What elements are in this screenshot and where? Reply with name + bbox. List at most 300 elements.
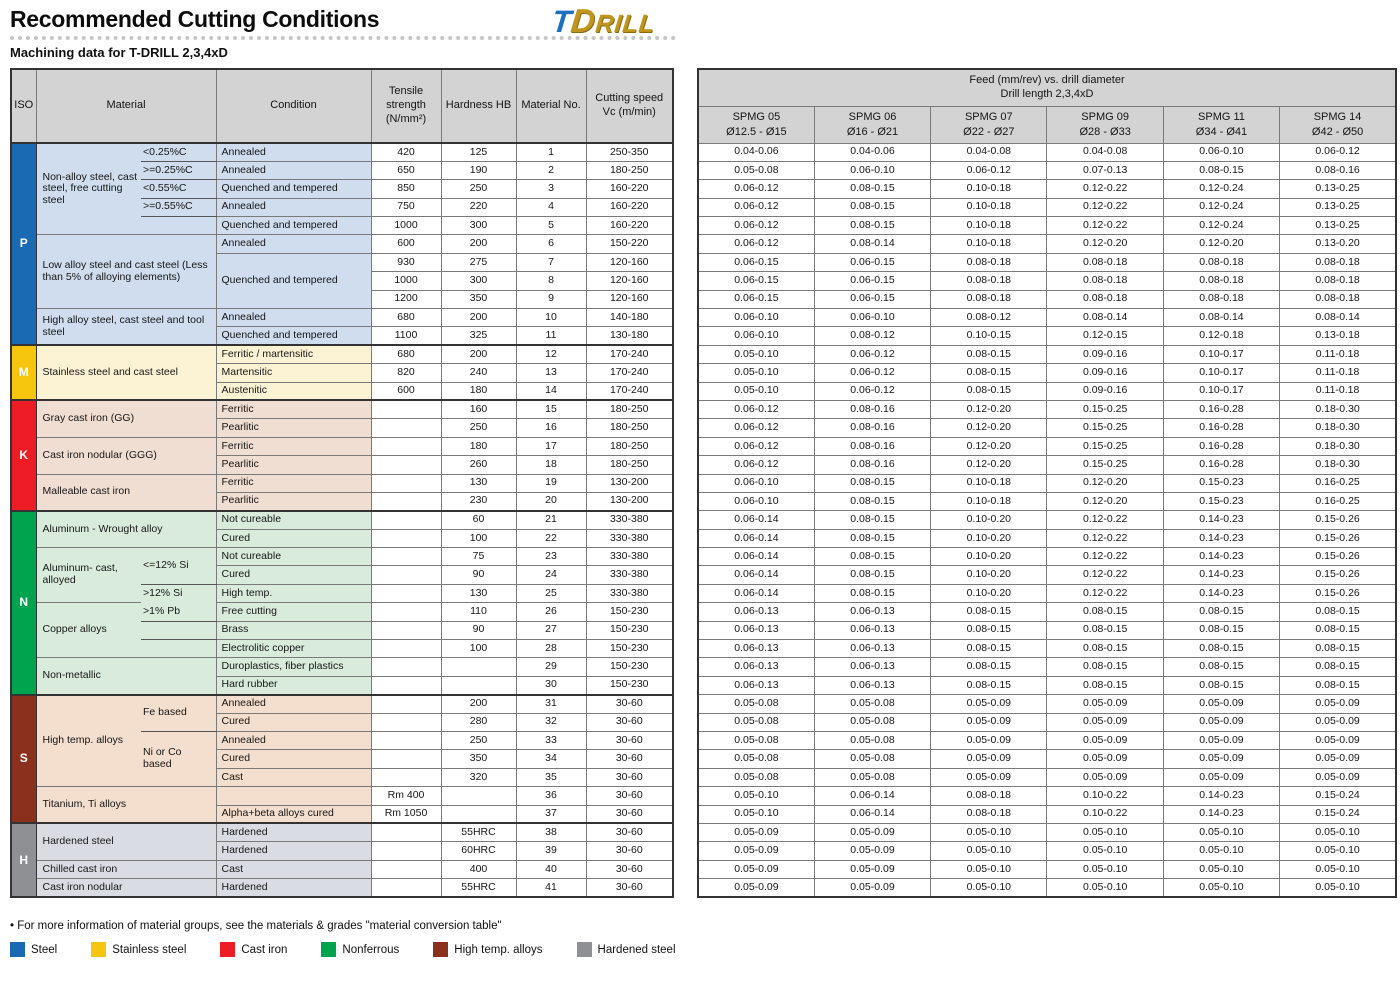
feed-value-cell: 0.05-0.09 [931,750,1047,768]
tensile-cell [371,419,441,437]
feed-value-cell: 0.08-0.15 [1280,676,1396,694]
legend-item-high-temp-alloys [433,942,542,957]
feed-value-cell: 0.05-0.10 [1280,860,1396,878]
feed-value-cell: 0.05-0.10 [1280,842,1396,860]
material-name-cell: Titanium, Ti alloys [36,787,216,824]
tensile-cell: 420 [371,143,441,161]
hardness-cell: 75 [441,548,516,566]
material-name-cell: Malleable cast iron [36,474,216,511]
feed-value-cell: 0.10-0.18 [931,217,1047,235]
cutting-speed-cell: 150-220 [586,235,673,253]
cutting-speed-cell: 330-380 [586,511,673,529]
condition-cell: High temp. [216,584,371,602]
feed-value-cell: 0.08-0.15 [814,217,930,235]
feed-value-cell: 0.12-0.15 [1047,327,1163,345]
condition-cell: Electrolitic copper [216,640,371,658]
feed-row [698,437,1396,455]
condition-cell: Ferritic [216,400,371,418]
feed-value-cell: 0.08-0.18 [1280,290,1396,308]
material-name-cell: Hardened steel [36,823,216,860]
material-row [11,235,673,253]
feed-value-cell: 0.06-0.10 [698,474,814,492]
material-no-cell: 37 [516,805,586,823]
cutting-speed-cell: 180-250 [586,400,673,418]
hardness-cell: 110 [441,603,516,621]
feed-value-cell: 0.08-0.12 [931,309,1047,327]
cutting-speed-cell: 330-380 [586,548,673,566]
feed-value-cell: 0.05-0.09 [1163,713,1279,731]
feed-value-cell: 0.06-0.15 [698,290,814,308]
hardness-cell: 300 [441,272,516,290]
material-no-cell: 2 [516,161,586,179]
material-no-cell: 38 [516,823,586,841]
feed-value-cell: 0.12-0.24 [1163,180,1279,198]
feed-value-cell: 0.05-0.10 [1047,842,1163,860]
feed-value-cell: 0.18-0.30 [1280,456,1396,474]
material-name-cell: Aluminum - Wrought alloy [36,511,216,548]
hardness-cell: 180 [441,382,516,400]
col-header-tensile: Tensile strength (N/mm²) [371,69,441,143]
feed-value-cell: 0.05-0.10 [1047,823,1163,841]
cutting-speed-cell: 30-60 [586,787,673,805]
insert-name: SPMG 06 [848,111,897,124]
condition-cell [216,787,371,805]
feed-value-cell: 0.06-0.13 [698,621,814,639]
material-no-cell: 4 [516,198,586,216]
feed-value-cell: 0.05-0.08 [698,750,814,768]
tensile-cell: 1000 [371,217,441,235]
material-qualifier-cell: >=0.55%C [141,198,216,216]
tensile-cell [371,732,441,750]
condition-cell: Austenitic [216,382,371,400]
tensile-cell: Rm 1050 [371,805,441,823]
hardness-cell: 250 [441,732,516,750]
feed-value-cell: 0.06-0.12 [1280,143,1396,161]
feed-value-cell: 0.05-0.08 [698,713,814,731]
material-no-cell: 21 [516,511,586,529]
feed-value-cell: 0.06-0.15 [698,253,814,271]
feed-row [698,217,1396,235]
feed-row [698,345,1396,363]
feed-value-cell: 0.05-0.10 [1163,860,1279,878]
feed-value-cell: 0.08-0.16 [814,400,930,418]
material-no-cell: 6 [516,235,586,253]
condition-cell: Pearlitic [216,419,371,437]
feed-value-cell: 0.05-0.08 [698,768,814,786]
tensile-cell [371,492,441,510]
feed-row [698,621,1396,639]
material-name-cell: High temp. alloys [36,695,141,787]
material-name-cell: Aluminum- cast, alloyed [36,548,141,603]
legend-label: Stainless steel [112,943,187,956]
feed-value-cell: 0.05-0.08 [814,732,930,750]
hardness-cell: 230 [441,492,516,510]
feed-value-cell: 0.10-0.15 [931,327,1047,345]
feed-value-cell: 0.15-0.26 [1280,511,1396,529]
col-header-condition: Condition [216,69,371,143]
feed-value-cell: 0.14-0.23 [1163,511,1279,529]
feed-value-cell: 0.08-0.15 [1163,603,1279,621]
diameter-range: Ø22 - Ø27 [963,125,1015,138]
feed-value-cell: 0.06-0.14 [698,548,814,566]
hardness-cell: 55HRC [441,823,516,841]
feed-value-cell: 0.11-0.18 [1280,364,1396,382]
feed-value-cell: 0.10-0.22 [1047,787,1163,805]
feed-value-cell: 0.08-0.18 [1163,253,1279,271]
material-no-cell: 15 [516,400,586,418]
feed-value-cell: 0.06-0.12 [698,419,814,437]
legend-item-steel [10,942,57,957]
material-no-cell: 11 [516,327,586,345]
feed-value-cell: 0.16-0.28 [1163,419,1279,437]
feed-value-cell: 0.06-0.13 [814,658,930,676]
tensile-cell [371,400,441,418]
material-no-cell: 18 [516,456,586,474]
feed-value-cell: 0.08-0.15 [814,511,930,529]
tensile-cell: 1100 [371,327,441,345]
tensile-cell: Rm 400 [371,787,441,805]
cutting-speed-cell: 170-240 [586,382,673,400]
material-qualifier-cell: >12% Si [141,584,216,602]
cutting-speed-cell: 140-180 [586,309,673,327]
feed-value-cell: 0.06-0.10 [1163,143,1279,161]
condition-cell: Annealed [216,309,371,327]
feed-value-cell: 0.08-0.15 [1280,603,1396,621]
feed-value-cell: 0.05-0.09 [1280,695,1396,713]
cutting-speed-cell: 30-60 [586,860,673,878]
cutting-speed-cell: 330-380 [586,566,673,584]
footnote: • For more information of material groups, see the materials & grades "material conversion table" [10,920,502,933]
cutting-speed-cell: 30-60 [586,768,673,786]
tensile-cell: 650 [371,161,441,179]
material-no-cell: 36 [516,787,586,805]
feed-value-cell: 0.05-0.10 [698,805,814,823]
feed-title-line1: Feed (mm/rev) vs. drill diameter [969,74,1125,86]
condition-cell: Annealed [216,198,371,216]
cutting-speed-cell: 30-60 [586,805,673,823]
hardness-cell: 180 [441,437,516,455]
material-row [11,437,673,455]
tensile-cell: 750 [371,198,441,216]
tensile-cell: 930 [371,253,441,271]
tensile-cell [371,695,441,713]
tensile-cell: 680 [371,309,441,327]
legend-item-stainless-steel [91,942,186,957]
cutting-speed-cell: 160-220 [586,217,673,235]
materials-table-header-row [11,69,673,143]
feed-value-cell: 0.08-0.15 [931,621,1047,639]
hardness-cell: 55HRC [441,879,516,897]
feed-row [698,235,1396,253]
feed-value-cell: 0.10-0.18 [931,235,1047,253]
feed-value-cell: 0.12-0.18 [1163,327,1279,345]
tensile-cell [371,584,441,602]
feed-value-cell: 0.05-0.09 [1280,732,1396,750]
feed-value-cell: 0.05-0.09 [1280,713,1396,731]
feed-value-cell: 0.08-0.15 [814,529,930,547]
feed-value-cell: 0.05-0.08 [698,161,814,179]
feed-value-cell: 0.06-0.10 [698,327,814,345]
material-row [11,695,673,713]
hardness-cell: 200 [441,695,516,713]
feed-value-cell: 0.15-0.25 [1047,400,1163,418]
feed-value-cell: 0.10-0.17 [1163,382,1279,400]
feed-value-cell: 0.06-0.13 [698,640,814,658]
feed-row [698,143,1396,161]
feed-value-cell: 0.12-0.20 [1047,492,1163,510]
feed-value-cell: 0.08-0.15 [1047,603,1163,621]
feed-value-cell: 0.06-0.14 [698,566,814,584]
feed-value-cell: 0.06-0.13 [698,658,814,676]
diameter-range: Ø12.5 - Ø15 [726,125,787,138]
cutting-speed-cell: 30-60 [586,732,673,750]
feed-value-cell: 0.08-0.15 [814,548,930,566]
feed-value-cell: 0.06-0.15 [814,253,930,271]
feed-value-cell: 0.05-0.09 [1047,768,1163,786]
feed-value-cell: 0.10-0.18 [931,474,1047,492]
feed-row [698,695,1396,713]
feed-value-cell: 0.06-0.14 [698,529,814,547]
feed-value-cell: 0.06-0.14 [814,805,930,823]
feed-value-cell: 0.06-0.12 [814,345,930,363]
hardness-cell: 200 [441,345,516,363]
feed-value-cell: 0.06-0.10 [814,161,930,179]
hardness-cell: 100 [441,529,516,547]
tensile-cell [371,676,441,694]
cutting-speed-cell: 250-350 [586,143,673,161]
tensile-cell [371,750,441,768]
feed-row [698,180,1396,198]
feed-row [698,658,1396,676]
iso-badge-P: P [11,143,36,345]
feed-table-title [698,69,1396,106]
feed-value-cell: 0.05-0.10 [1047,860,1163,878]
material-name-cell: Chilled cast iron [36,860,216,878]
feed-title-line2: Drill length 2,3,4xD [1000,87,1094,100]
cutting-speed-cell: 180-250 [586,437,673,455]
feed-value-cell: 0.08-0.15 [931,658,1047,676]
feed-value-cell: 0.06-0.13 [814,603,930,621]
feed-value-cell: 0.08-0.16 [814,437,930,455]
feed-value-cell: 0.05-0.09 [1280,768,1396,786]
cutting-speed-cell: 30-60 [586,879,673,897]
material-no-cell: 3 [516,180,586,198]
material-name-cell: Cast iron nodular [36,879,216,897]
feed-value-cell: 0.08-0.14 [814,235,930,253]
feed-value-cell: 0.05-0.10 [698,345,814,363]
cutting-speed-cell: 130-200 [586,474,673,492]
legend-swatch [577,942,592,957]
material-row [11,309,673,327]
condition-cell: Cured [216,750,371,768]
feed-value-cell: 0.06-0.12 [698,456,814,474]
feed-row [698,382,1396,400]
cutting-speed-cell: 330-380 [586,529,673,547]
material-row [11,548,673,566]
legend-label: Hardened steel [597,943,676,956]
material-row [11,879,673,897]
feed-value-cell: 0.05-0.09 [814,842,930,860]
hardness-cell: 350 [441,290,516,308]
feed-value-cell: 0.05-0.10 [698,382,814,400]
material-name-cell: Stainless steel and cast steel [36,345,216,400]
hardness-cell: 400 [441,860,516,878]
material-row [11,511,673,529]
material-row [11,345,673,363]
material-row [11,603,673,621]
feed-value-cell: 0.08-0.15 [814,566,930,584]
condition-cell: Duroplastics, fiber plastics [216,658,371,676]
cutting-speed-cell: 160-220 [586,198,673,216]
feed-value-cell: 0.05-0.10 [1163,879,1279,897]
tensile-cell [371,566,441,584]
feed-value-cell: 0.12-0.22 [1047,529,1163,547]
feed-value-cell: 0.05-0.10 [931,879,1047,897]
condition-cell: Cured [216,566,371,584]
cutting-speed-cell: 170-240 [586,364,673,382]
condition-cell: Annealed [216,695,371,713]
tensile-cell: 600 [371,382,441,400]
feed-value-cell: 0.06-0.13 [814,621,930,639]
feed-value-cell: 0.12-0.20 [931,437,1047,455]
feed-value-cell: 0.04-0.08 [931,143,1047,161]
condition-cell: Hardened [216,842,371,860]
feed-row [698,584,1396,602]
hardness-cell: 200 [441,309,516,327]
feed-value-cell: 0.06-0.12 [698,437,814,455]
material-name-cell: Low alloy steel and cast steel (Less than 5% of alloying elements) [36,235,216,309]
material-name-cell: Gray cast iron (GG) [36,400,216,437]
feed-value-cell: 0.13-0.25 [1280,198,1396,216]
material-no-cell: 31 [516,695,586,713]
hardness-cell: 60HRC [441,842,516,860]
page-title: Recommended Cutting Conditions [10,6,380,32]
feed-value-cell: 0.10-0.20 [931,548,1047,566]
feed-value-cell: 0.09-0.16 [1047,345,1163,363]
feed-value-cell: 0.08-0.15 [1280,640,1396,658]
cutting-speed-cell: 180-250 [586,419,673,437]
condition-cell: Hard rubber [216,676,371,694]
feed-value-cell: 0.05-0.09 [1047,732,1163,750]
feed-row [698,640,1396,658]
feed-value-cell: 0.05-0.09 [814,860,930,878]
feed-value-cell: 0.04-0.06 [814,143,930,161]
feed-value-cell: 0.10-0.20 [931,584,1047,602]
feed-value-cell: 0.15-0.24 [1280,787,1396,805]
material-no-cell: 19 [516,474,586,492]
cutting-speed-cell: 120-160 [586,253,673,271]
hardness-cell: 220 [441,198,516,216]
feed-value-cell: 0.11-0.18 [1280,382,1396,400]
feed-value-cell: 0.06-0.14 [814,787,930,805]
feed-value-cell: 0.05-0.09 [1047,750,1163,768]
cutting-speed-cell: 180-250 [586,456,673,474]
material-no-cell: 9 [516,290,586,308]
material-name-cell: Non-alloy steel, cast steel, free cutting steel [36,143,141,235]
cutting-speed-cell: 180-250 [586,161,673,179]
condition-cell: Annealed [216,732,371,750]
material-no-cell: 17 [516,437,586,455]
logo-t-letter: T [550,4,573,39]
feed-value-cell: 0.08-0.15 [814,584,930,602]
material-name-cell: Copper alloys [36,603,141,658]
feed-value-cell: 0.12-0.22 [1047,180,1163,198]
feed-value-cell: 0.12-0.20 [1047,235,1163,253]
col-header-hardness: Hardness HB [441,69,516,143]
legend-label: Cast iron [241,943,288,956]
feed-value-cell: 0.06-0.13 [698,603,814,621]
tensile-cell: 820 [371,364,441,382]
material-no-cell: 10 [516,309,586,327]
feed-value-cell: 0.08-0.18 [1280,253,1396,271]
feed-value-cell: 0.08-0.18 [1163,272,1279,290]
feed-row [698,787,1396,805]
material-no-cell: 5 [516,217,586,235]
feed-value-cell: 0.15-0.25 [1047,437,1163,455]
condition-cell: Quenched and tempered [216,180,371,198]
tensile-cell [371,603,441,621]
insert-name: SPMG 09 [1081,111,1129,124]
feed-value-cell: 0.10-0.18 [931,492,1047,510]
feed-value-cell: 0.08-0.15 [814,474,930,492]
feed-value-cell: 0.14-0.23 [1163,787,1279,805]
feed-value-cell: 0.05-0.09 [1047,713,1163,731]
feed-value-cell: 0.05-0.09 [698,842,814,860]
material-no-cell: 8 [516,272,586,290]
feed-value-cell: 0.12-0.22 [1047,566,1163,584]
feed-value-cell: 0.15-0.23 [1163,474,1279,492]
cutting-speed-cell: 170-240 [586,345,673,363]
feed-value-cell: 0.05-0.10 [1280,879,1396,897]
feed-value-cell: 0.16-0.25 [1280,492,1396,510]
feed-value-cell: 0.08-0.15 [931,364,1047,382]
hardness-cell: 90 [441,566,516,584]
feed-value-cell: 0.08-0.15 [1163,640,1279,658]
cutting-speed-cell: 30-60 [586,842,673,860]
legend-label: High temp. alloys [454,943,543,956]
feed-value-cell: 0.08-0.14 [1047,309,1163,327]
feed-value-cell: 0.06-0.13 [698,676,814,694]
feed-value-cell: 0.05-0.09 [931,768,1047,786]
feed-row [698,842,1396,860]
feed-table [697,68,1397,898]
insert-name: SPMG 14 [1313,111,1362,124]
iso-badge-M: M [11,345,36,400]
feed-row [698,364,1396,382]
feed-value-cell: 0.16-0.28 [1163,400,1279,418]
feed-row [698,732,1396,750]
feed-value-cell: 0.13-0.25 [1280,217,1396,235]
feed-value-cell: 0.08-0.15 [1280,658,1396,676]
feed-value-cell: 0.05-0.09 [1163,750,1279,768]
material-qualifier-cell: <0.25%C [141,143,216,161]
cutting-speed-cell: 120-160 [586,290,673,308]
hardness-cell: 190 [441,161,516,179]
insert-name: SPMG 05 [732,111,781,124]
feed-value-cell: 0.05-0.10 [931,842,1047,860]
feed-value-cell: 0.08-0.15 [931,382,1047,400]
feed-value-cell: 0.18-0.30 [1280,437,1396,455]
material-qualifier-cell [141,217,216,235]
feed-value-cell: 0.08-0.16 [814,456,930,474]
col-header-cutting-speed: Cutting speed Vc (m/min) [586,69,673,143]
feed-row [698,676,1396,694]
feed-value-cell: 0.15-0.26 [1280,566,1396,584]
material-no-cell: 41 [516,879,586,897]
feed-value-cell: 0.10-0.20 [931,566,1047,584]
feed-row [698,860,1396,878]
feed-value-cell: 0.05-0.08 [698,695,814,713]
